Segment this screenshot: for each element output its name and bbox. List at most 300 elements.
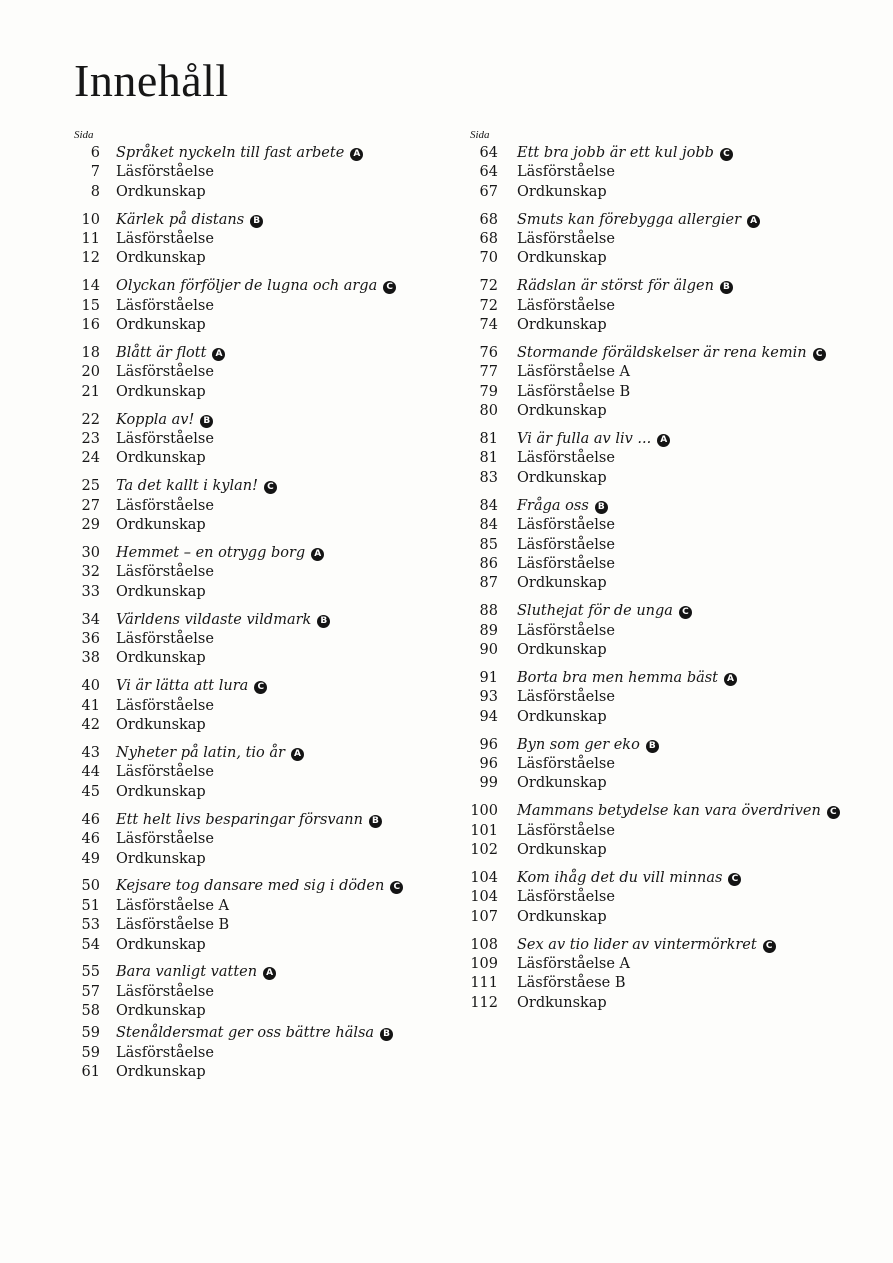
toc-subentry-row <box>470 230 885 249</box>
toc-chapter-row <box>470 802 885 821</box>
toc-groups <box>74 144 474 1082</box>
toc-chapter-row <box>470 736 885 755</box>
exercise-label <box>116 916 229 935</box>
page-number: 68 <box>479 231 498 248</box>
level-badge-icon: B <box>595 501 608 514</box>
level-badge-icon: C <box>728 873 741 886</box>
exercise-label <box>517 974 626 993</box>
entry-text: Läsförståelse <box>116 764 214 781</box>
level-badge-icon: A <box>212 348 225 361</box>
entry-text: Läsförståelse <box>116 431 214 448</box>
toc-chapter-row <box>470 144 885 163</box>
entry-text: Läsförståelse <box>116 564 214 581</box>
entry-text: Läsförståelse <box>116 164 214 181</box>
page-number: 102 <box>470 842 498 858</box>
toc-chapter-row <box>74 411 474 430</box>
entry-text: Läsförståelse <box>517 689 615 706</box>
page-number: 32 <box>81 564 100 581</box>
exercise-label <box>517 536 615 555</box>
toc-subentry-row <box>74 163 474 182</box>
entry-text: Byn som ger eko <box>517 736 640 753</box>
toc-section <box>470 430 885 488</box>
chapter-title <box>116 744 304 763</box>
chapter-title <box>517 277 733 296</box>
entry-text: Läsförståelse <box>116 697 214 714</box>
chapter-title <box>116 411 213 430</box>
toc-subentry-row <box>470 641 885 660</box>
page-number: 101 <box>470 822 498 839</box>
toc-subentry-row <box>74 697 474 716</box>
toc-chapter-row <box>74 277 474 296</box>
toc-chapter-row <box>470 344 885 363</box>
chapter-title <box>517 602 692 621</box>
page-number: 72 <box>479 278 498 295</box>
exercise-label <box>517 708 607 727</box>
toc-subentry-row <box>470 402 885 421</box>
page-number: 58 <box>81 1003 100 1020</box>
entry-text: Ordkunskap <box>116 1003 206 1020</box>
toc-subentry-row <box>74 230 474 249</box>
chapter-title <box>116 477 277 496</box>
page-number: 29 <box>81 517 100 534</box>
page-number: 14 <box>81 278 100 295</box>
toc-subentry-row <box>74 316 474 335</box>
entry-text: Världens vildaste vildmark <box>116 611 312 628</box>
exercise-label <box>116 1002 206 1021</box>
exercise-label <box>116 830 214 849</box>
toc-subentry-row <box>470 994 885 1013</box>
exercise-label <box>116 316 206 335</box>
entry-text: Läsförståelse <box>517 450 615 467</box>
page-number: 49 <box>81 850 100 867</box>
exercise-label <box>517 297 615 316</box>
toc-column-right <box>470 128 885 1022</box>
entry-text: Ordkunskap <box>517 842 607 858</box>
page-number: 46 <box>81 811 100 828</box>
exercise-label <box>116 297 214 316</box>
entry-text: Läsförståelse <box>116 231 214 248</box>
page-number: 50 <box>81 878 100 895</box>
chapter-title <box>116 144 363 163</box>
toc-section <box>74 744 474 802</box>
entry-text: Ordkunskap <box>517 708 607 725</box>
page-number: 76 <box>479 345 498 362</box>
level-badge-icon: A <box>311 548 324 561</box>
exercise-label <box>116 497 214 516</box>
toc-subentry-row <box>74 983 474 1002</box>
page-number: 10 <box>81 211 100 228</box>
toc-subentry-row <box>74 936 474 955</box>
entry-text: Blått är flott <box>116 345 207 362</box>
chapter-title <box>517 344 826 363</box>
page-number: 11 <box>81 231 100 248</box>
chapter-title <box>517 869 741 888</box>
exercise-label <box>517 449 615 468</box>
exercise-label <box>517 688 615 707</box>
toc-subentry-row <box>470 955 885 974</box>
entry-text: Läsförståelse <box>517 755 615 772</box>
toc-section <box>470 936 885 1014</box>
toc-column-left <box>74 128 474 1091</box>
chapter-title <box>116 1024 393 1043</box>
page-number: 77 <box>479 364 498 381</box>
page-number: 18 <box>81 345 100 362</box>
page-number: 68 <box>479 211 498 228</box>
entry-text: Läsförståese B <box>517 975 626 992</box>
page-number: 99 <box>479 775 498 792</box>
toc-chapter-row <box>74 477 474 496</box>
toc-subentry-row <box>74 830 474 849</box>
toc-chapter-row <box>470 430 885 449</box>
page-number: 34 <box>81 611 100 628</box>
exercise-label <box>517 622 615 641</box>
page-number: 90 <box>479 641 498 658</box>
entry-text: Bara vanligt vatten <box>116 964 258 981</box>
exercise-label <box>517 183 607 202</box>
toc-section <box>470 211 885 269</box>
level-badge-icon: A <box>350 148 363 161</box>
page-number: 85 <box>479 536 498 553</box>
level-badge-icon: B <box>369 815 382 828</box>
toc-section <box>74 144 474 202</box>
toc-subentry-row <box>74 430 474 449</box>
entry-text: Smuts kan förebygga allergier <box>517 211 742 228</box>
entry-text: Ordkunskap <box>116 717 206 734</box>
level-badge-icon: A <box>657 434 670 447</box>
chapter-title <box>517 669 737 688</box>
page-number: 16 <box>81 317 100 334</box>
toc-subentry-row <box>470 163 885 182</box>
exercise-label <box>116 983 214 1002</box>
chapter-title <box>116 811 382 830</box>
page-number: 94 <box>479 708 498 725</box>
level-badge-icon: C <box>720 148 733 161</box>
entry-text: Läsförståelse <box>116 831 214 848</box>
page-number: 96 <box>479 736 498 753</box>
entry-text: Läsförståelse <box>517 297 615 314</box>
page-number: 53 <box>81 917 100 934</box>
entry-text: Ordkunskap <box>116 317 206 334</box>
entry-text: Ett helt livs besparingar försvann <box>116 811 363 828</box>
chapter-title <box>116 611 330 630</box>
entry-text: Rädslan är störst för älgen <box>517 278 714 295</box>
page-number: 42 <box>81 717 100 734</box>
entry-text: Ordkunskap <box>517 403 607 420</box>
entry-text: Ta det kallt i kylan! <box>116 478 258 495</box>
entry-text: Nyheter på latin, tio år <box>116 745 285 762</box>
chapter-title <box>116 877 403 896</box>
toc-subentry-row <box>470 516 885 535</box>
toc-subentry-row <box>74 850 474 869</box>
exercise-label <box>116 249 206 268</box>
page-number: 87 <box>479 575 498 592</box>
page-number: 25 <box>81 478 100 495</box>
exercise-label <box>116 163 214 182</box>
page-number: 46 <box>81 831 100 848</box>
entry-text: Läsförståelse <box>116 497 214 514</box>
page-number: 61 <box>81 1063 100 1080</box>
exercise-label <box>116 563 214 582</box>
page-number: 80 <box>479 403 498 420</box>
entry-text: Ett bra jobb är ett kul jobb <box>517 145 714 161</box>
exercise-label <box>517 641 607 660</box>
exercise-label <box>116 183 206 202</box>
toc-chapter-row <box>74 144 474 163</box>
toc-chapter-row <box>74 211 474 230</box>
level-badge-icon: B <box>250 215 263 228</box>
toc-subentry-row <box>74 516 474 535</box>
level-badge-icon: B <box>200 415 213 428</box>
entry-text: Stormande föräldskelser är rena kemin <box>517 345 807 362</box>
chapter-title <box>517 802 840 821</box>
toc-section <box>74 211 474 269</box>
chapter-title <box>517 736 659 755</box>
page-number: 74 <box>479 317 498 334</box>
entry-text: Olyckan förföljer de lugna och arga <box>116 278 378 295</box>
level-badge-icon: B <box>720 281 733 294</box>
toc-chapter-row <box>74 344 474 363</box>
toc-subentry-row <box>470 363 885 382</box>
page-number: 93 <box>479 689 498 706</box>
toc-section <box>74 477 474 535</box>
toc-chapter-row <box>74 611 474 630</box>
entry-text: Ordkunskap <box>116 517 206 534</box>
exercise-label <box>517 822 615 841</box>
toc-subentry-row <box>470 383 885 402</box>
toc-chapter-row <box>74 744 474 763</box>
toc-subentry-row <box>74 649 474 668</box>
level-badge-icon: B <box>317 615 330 628</box>
toc-groups <box>470 144 885 1013</box>
toc-subentry-row <box>470 755 885 774</box>
page-number: 43 <box>81 745 100 762</box>
entry-text: Läsförståelse <box>517 822 615 839</box>
entry-text: Kom ihåg det du vill minnas <box>517 869 723 886</box>
entry-text: Ordkunskap <box>517 183 607 200</box>
entry-text: Läsförståelse <box>517 536 615 553</box>
entry-text: Ordkunskap <box>116 936 206 953</box>
toc-subentry-row <box>74 183 474 202</box>
page-number: 59 <box>81 1044 100 1061</box>
entry-text: Läsförståelse <box>517 231 615 248</box>
page-number: 20 <box>81 364 100 381</box>
toc-section <box>470 669 885 727</box>
toc-subentry-row <box>470 708 885 727</box>
page-title: Innehåll <box>74 55 229 106</box>
toc-subentry-row <box>470 888 885 907</box>
toc-chapter-row <box>470 669 885 688</box>
toc-section <box>74 611 474 669</box>
toc-subentry-row <box>470 574 885 593</box>
page-number: 8 <box>90 183 100 200</box>
chapter-title <box>517 144 733 163</box>
toc-subentry-row <box>74 497 474 516</box>
page-number: 84 <box>479 517 498 534</box>
entry-text: Läsförståelse <box>116 1044 214 1061</box>
level-badge-icon: A <box>263 967 276 980</box>
entry-text: Fråga oss <box>517 497 589 514</box>
entry-text: Hemmet – en otrygg borg <box>116 545 306 562</box>
toc-section <box>74 677 474 735</box>
exercise-label <box>517 908 607 927</box>
toc-section <box>74 1024 474 1082</box>
toc-subentry-row <box>470 536 885 555</box>
entry-text: Ordkunskap <box>116 1063 206 1080</box>
toc-subentry-row <box>470 822 885 841</box>
toc-subentry-row <box>470 183 885 202</box>
level-badge-icon: A <box>724 673 737 686</box>
entry-text: Ordkunskap <box>116 650 206 667</box>
entry-text: Ordkunskap <box>116 783 206 800</box>
toc-subentry-row <box>470 316 885 335</box>
toc-subentry-row <box>74 563 474 582</box>
level-badge-icon: B <box>380 1028 393 1041</box>
toc-chapter-row <box>470 211 885 230</box>
toc-section <box>470 497 885 594</box>
toc-chapter-row <box>470 497 885 516</box>
exercise-label <box>517 469 607 488</box>
toc-section <box>470 344 885 422</box>
exercise-label <box>116 230 214 249</box>
page-number: 109 <box>470 955 498 972</box>
entry-text: Koppla av! <box>116 411 195 428</box>
toc-section <box>470 602 885 660</box>
exercise-label <box>517 230 615 249</box>
toc-chapter-row <box>74 1024 474 1043</box>
page-number: 100 <box>470 803 498 820</box>
exercise-label <box>517 774 607 793</box>
page-number: 33 <box>81 583 100 600</box>
page-number: 104 <box>470 869 498 886</box>
exercise-label <box>116 783 206 802</box>
level-badge-icon: A <box>291 748 304 761</box>
exercise-label <box>517 402 607 421</box>
page-number: 79 <box>479 383 498 400</box>
toc-section <box>74 963 474 1021</box>
page-number: 45 <box>81 783 100 800</box>
exercise-label <box>517 363 630 382</box>
entry-text: Ordkunskap <box>116 583 206 600</box>
level-badge-icon: C <box>254 681 267 694</box>
toc-chapter-row <box>470 277 885 296</box>
page-number: 89 <box>479 622 498 639</box>
entry-text: Sex av tio lider av vintermörkret <box>517 936 757 953</box>
toc-subentry-row <box>470 974 885 993</box>
exercise-label <box>116 897 229 916</box>
page-number: 44 <box>81 764 100 781</box>
toc-section <box>470 144 885 202</box>
page-number: 107 <box>470 908 498 925</box>
toc-subentry-row <box>470 249 885 268</box>
entry-text: Mammans betydelse kan vara överdriven <box>517 803 821 820</box>
toc-subentry-row <box>74 363 474 382</box>
entry-text: Läsförståelse <box>517 555 615 572</box>
toc-subentry-row <box>470 622 885 641</box>
entry-text: Ordkunskap <box>517 575 607 592</box>
toc-section <box>470 869 885 927</box>
entry-text: Ordkunskap <box>116 383 206 400</box>
toc-subentry-row <box>74 916 474 935</box>
exercise-label <box>116 383 206 402</box>
page-number: 72 <box>479 297 498 314</box>
toc-subentry-row <box>470 449 885 468</box>
page-number: 7 <box>90 164 100 181</box>
page-number: 21 <box>81 383 100 400</box>
entry-text: Kejsare tog dansare med sig i döden <box>116 878 385 895</box>
exercise-label <box>116 363 214 382</box>
toc-chapter-row <box>74 544 474 563</box>
exercise-label <box>116 649 206 668</box>
page-number: 96 <box>479 755 498 772</box>
page-number: 6 <box>90 145 100 161</box>
level-badge-icon: C <box>763 940 776 953</box>
page-number: 81 <box>479 450 498 467</box>
toc-chapter-row <box>74 963 474 982</box>
toc-subentry-row <box>470 688 885 707</box>
page-number: 22 <box>81 411 100 428</box>
sida-label: Sida <box>74 129 94 141</box>
page-number: 41 <box>81 697 100 714</box>
exercise-label <box>517 316 607 335</box>
toc-section <box>74 344 474 402</box>
entry-text: Läsförståelse <box>116 364 214 381</box>
toc-chapter-row <box>74 877 474 896</box>
exercise-label <box>116 516 206 535</box>
toc-section <box>74 277 474 335</box>
exercise-label <box>116 583 206 602</box>
level-badge-icon: C <box>827 806 840 819</box>
toc-subentry-row <box>74 249 474 268</box>
entry-text: Läsförståelse A <box>517 955 630 972</box>
exercise-label <box>116 716 206 735</box>
toc-section <box>470 277 885 335</box>
page-number: 40 <box>81 678 100 695</box>
page-number: 15 <box>81 297 100 314</box>
toc-chapter-row <box>470 936 885 955</box>
exercise-label <box>517 955 630 974</box>
entry-text: Ordkunskap <box>517 775 607 792</box>
entry-text: Läsförståelse <box>517 889 615 906</box>
page-number: 64 <box>479 164 498 181</box>
entry-text: Läsförståelse A <box>116 897 229 914</box>
exercise-label <box>517 249 607 268</box>
page-number: 38 <box>81 650 100 667</box>
exercise-label <box>517 383 630 402</box>
entry-text: Borta bra men hemma bäst <box>517 669 719 686</box>
toc-subentry-row <box>74 297 474 316</box>
exercise-label <box>517 574 607 593</box>
chapter-title <box>116 344 225 363</box>
toc-section <box>74 544 474 602</box>
page-number: 86 <box>479 555 498 572</box>
exercise-label <box>517 163 615 182</box>
page-number: 24 <box>81 450 100 467</box>
toc-section <box>74 877 474 955</box>
level-badge-icon: C <box>679 606 692 619</box>
entry-text: Ordkunskap <box>116 183 206 200</box>
toc-subentry-row <box>74 716 474 735</box>
page-number: 55 <box>81 964 100 981</box>
entry-text: Läsförståelse <box>517 622 615 639</box>
entry-text: Läsförståelse B <box>116 917 230 934</box>
exercise-label <box>116 697 214 716</box>
sida-label: Sida <box>470 129 490 141</box>
page-number: 112 <box>470 994 498 1011</box>
page-number: 36 <box>81 631 100 648</box>
toc-subentry-row <box>74 1044 474 1063</box>
entry-text: Läsförståelse <box>116 297 214 314</box>
level-badge-icon: C <box>264 481 277 494</box>
